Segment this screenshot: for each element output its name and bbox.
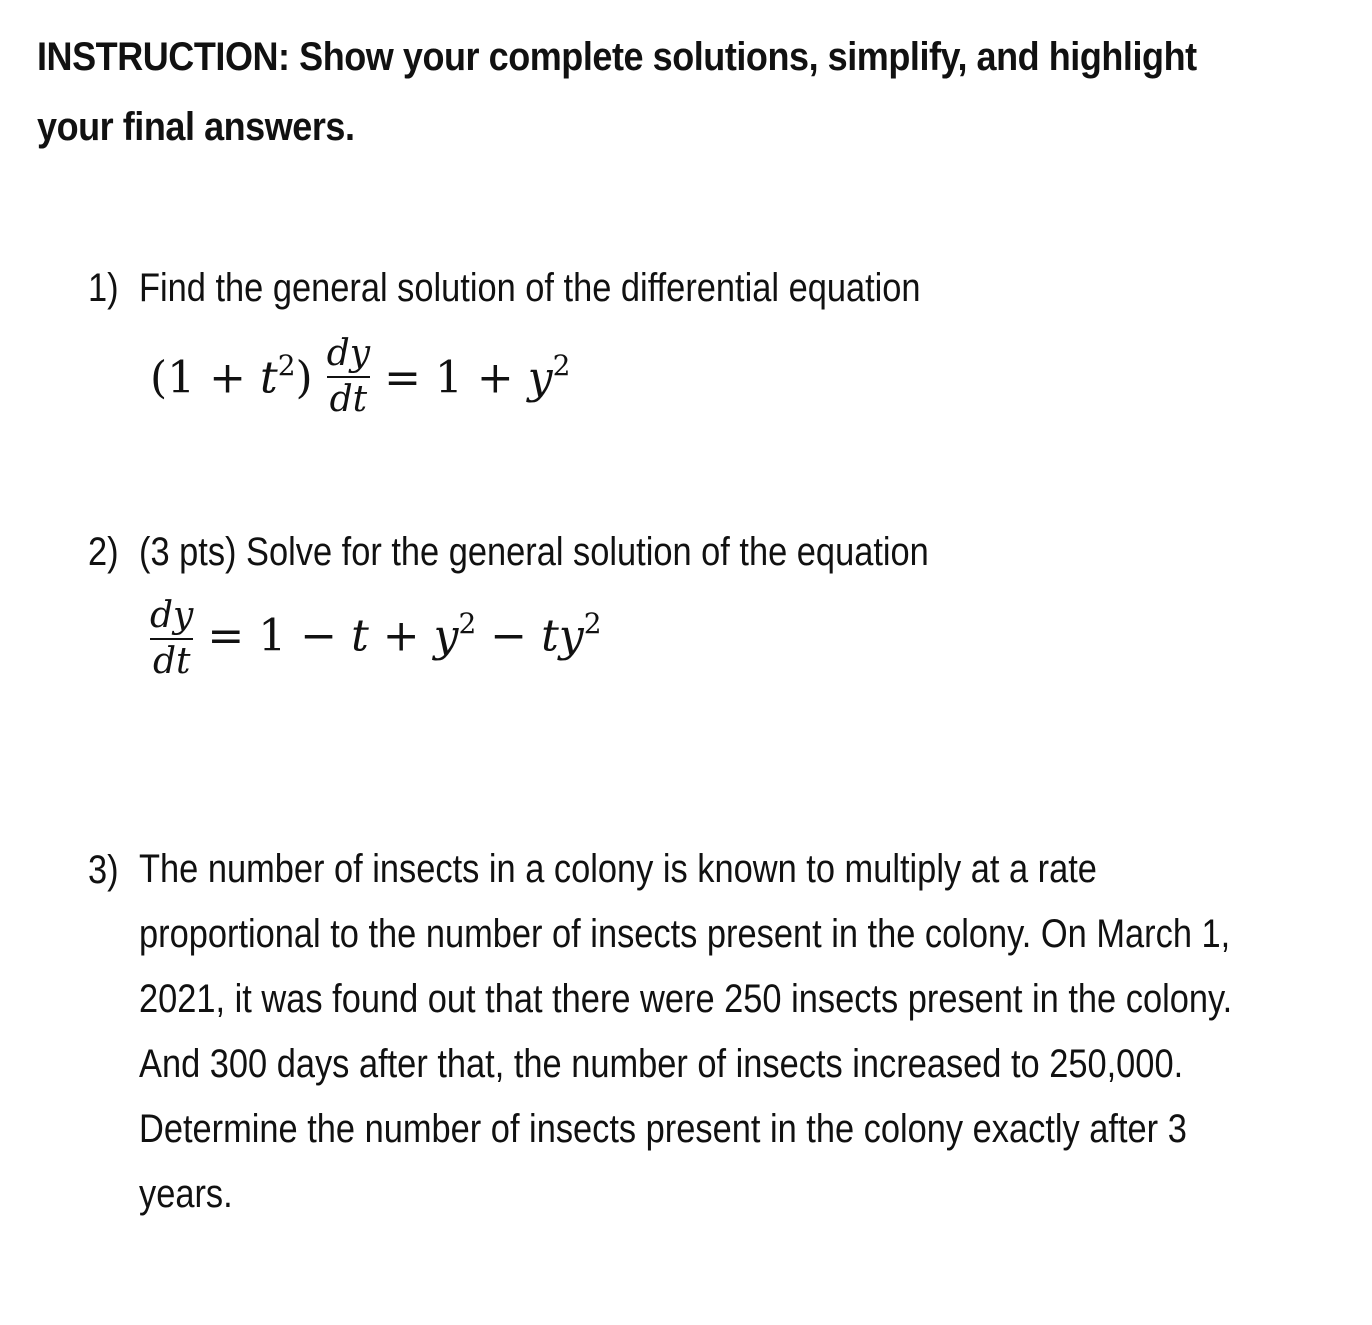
eq2-y: y xyxy=(433,610,459,662)
eq2-frac-denominator: dt xyxy=(152,641,191,682)
eq2-frac-bar xyxy=(150,638,193,640)
eq1-frac-bar xyxy=(327,376,370,378)
question-1-equation xyxy=(150,333,571,424)
eq2-part1: = 1 − xyxy=(193,610,352,662)
question-1-number: 1) xyxy=(88,266,119,310)
eq2-ty-exponent: 2 xyxy=(583,606,602,640)
eq1-t-exponent: 2 xyxy=(277,348,296,382)
eq1-derivative-fraction xyxy=(327,334,370,420)
eq2-y-exponent: 2 xyxy=(458,606,477,640)
eq2-t: t xyxy=(351,610,369,662)
eq1-rhs: = 1 + xyxy=(370,352,528,404)
question-3-paragraph xyxy=(139,837,1372,1227)
eq2-part3: − xyxy=(476,610,542,662)
eq1-lhs-close: ) xyxy=(295,352,313,404)
eq1-frac-numerator: dy xyxy=(326,333,371,374)
eq1-y-exponent: 2 xyxy=(552,348,571,382)
eq2-ty: ty xyxy=(541,610,584,662)
question-3-line-2: proportional to the number of insects present in the colony. On March 1, xyxy=(139,912,1231,956)
question-1-prompt: Find the general solution of the differential equation xyxy=(139,266,921,310)
question-3-line-6: years. xyxy=(139,1172,233,1216)
question-2-number: 2) xyxy=(88,530,119,574)
eq2-derivative-fraction xyxy=(150,596,193,682)
question-3-line-3: 2021, it was found out that there were 250 insects present in the colony. xyxy=(139,977,1233,1021)
question-3-number: 3) xyxy=(88,848,119,892)
question-3-line-5: Determine the number of insects present in the colony exactly after 3 xyxy=(139,1107,1187,1151)
question-2-prompt: (3 pts) Solve for the general solution of the equation xyxy=(139,530,929,574)
eq1-frac-denominator: dt xyxy=(329,379,368,420)
eq1-t: t xyxy=(260,352,278,404)
question-2-equation xyxy=(150,596,602,682)
instruction-text: INSTRUCTION: Show your complete solutions, simplify, and highlight your final answers. xyxy=(37,35,1197,149)
eq2-frac-numerator: dy xyxy=(150,595,194,636)
eq1-lhs-open: (1 + xyxy=(150,352,260,404)
question-3-line-4: And 300 days after that, the number of insects increased to 250,000. xyxy=(139,1042,1184,1086)
eq2-part2: + xyxy=(368,610,434,662)
eq1-y: y xyxy=(527,352,553,404)
question-3-line-1: The number of insects in a colony is known to multiply at a rate xyxy=(139,847,1097,891)
